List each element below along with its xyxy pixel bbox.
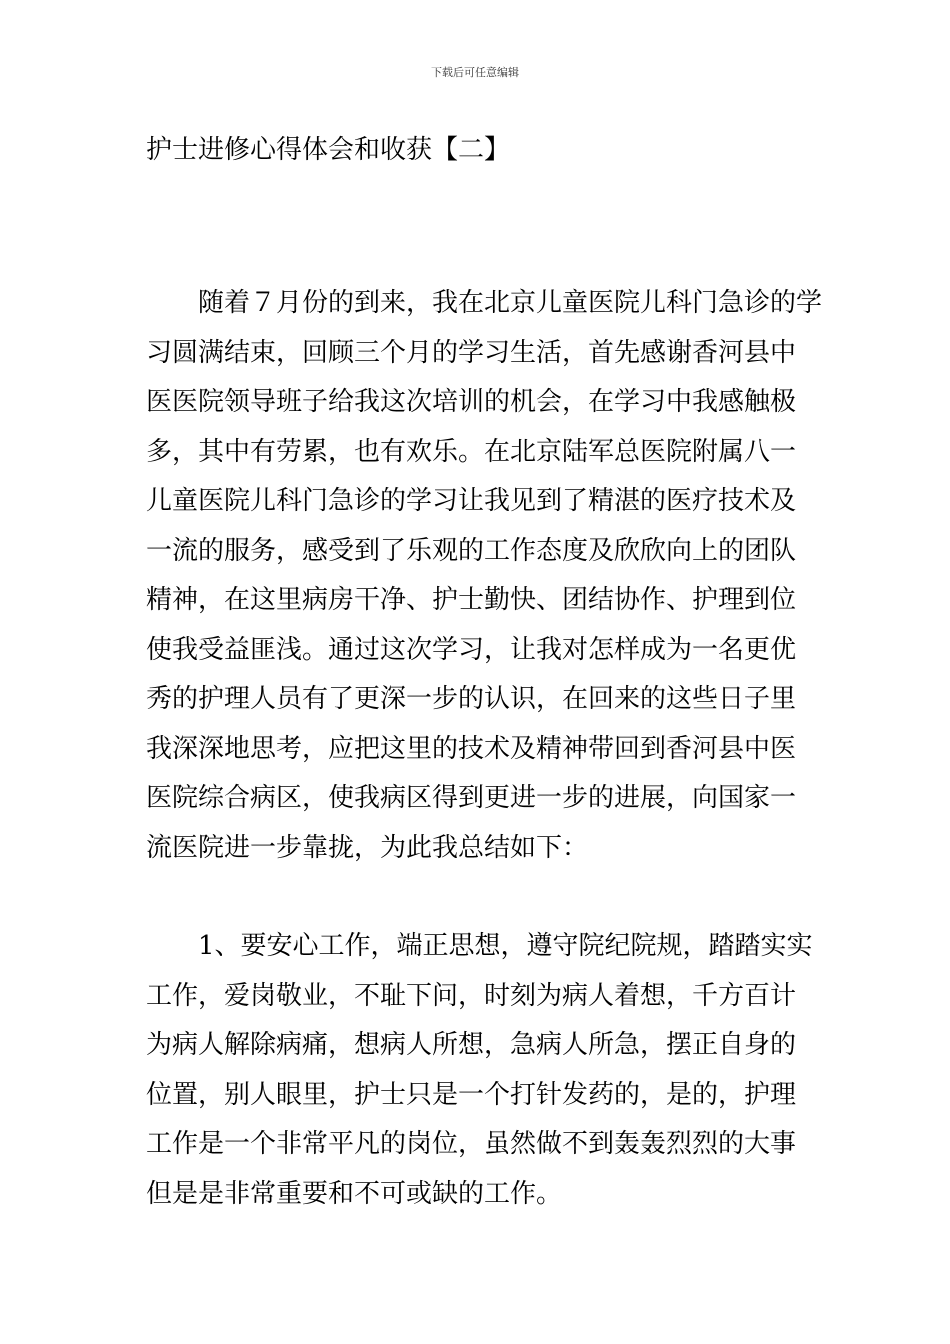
paragraph-line: 儿童医院儿科门急诊的学习让我见到了精湛的医疗技术及 bbox=[146, 486, 797, 516]
paragraph-line: 医医院领导班子给我这次培训的机会，在学习中我感触极 bbox=[146, 387, 797, 417]
paragraph-line: 习圆满结束，回顾三个月的学习生活，首先感谢香河县中 bbox=[146, 337, 797, 368]
paragraph-line: 秀的护理人员有了更深一步的认识，在回来的这些日子里 bbox=[146, 684, 797, 714]
paragraph-line: 为病人解除病痛，想病人所想，急病人所急，摆正自身的 bbox=[146, 1030, 797, 1060]
paragraph-line: 随着７月份的到来，我在北京儿童医院儿科门急诊的学 bbox=[146, 288, 823, 318]
document-title: 护士进修心得体会和收获【二】 bbox=[146, 135, 511, 165]
paragraph-line: 工作，爱岗敬业，不耻下问，时刻为病人着想，千方百计 bbox=[146, 980, 797, 1011]
paragraph-line: 精神，在这里病房干净、护士勤快、团结协作、护理到位 bbox=[146, 585, 797, 615]
header-note: 下载后可任意编辑 bbox=[431, 66, 519, 79]
paragraph-line: 使我受益匪浅。通过这次学习，让我对怎样成为一名更优 bbox=[146, 634, 797, 665]
paragraph-2 bbox=[146, 922, 813, 1219]
paragraph-line: 但是是非常重要和不可或缺的工作。 bbox=[146, 1178, 563, 1209]
paragraph-line: 一流的服务，感受到了乐观的工作态度及欣欣向上的团队 bbox=[146, 535, 797, 566]
paragraph-line: 流医院进一步靠拢，为此我总结如下： bbox=[146, 832, 589, 863]
paragraph-line: 多，其中有劳累，也有欢乐。在北京陆军总医院附属八一 bbox=[146, 436, 797, 467]
paragraph-1 bbox=[146, 279, 823, 873]
paragraph-line: 医院综合病区，使我病区得到更进一步的进展，向国家一 bbox=[146, 783, 797, 813]
paragraph-line: 1、要安心工作，端正思想，遵守院纪院规，踏踏实实 bbox=[146, 931, 813, 961]
paragraph-line: 我深深地思考，应把这里的技术及精神带回到香河县中医 bbox=[146, 733, 797, 764]
paragraph-line: 位置，别人眼里，护士只是一个打针发药的，是的，护理 bbox=[146, 1079, 797, 1110]
paragraph-line: 工作是一个非常平凡的岗位，虽然做不到轰轰烈烈的大事 bbox=[146, 1129, 797, 1159]
